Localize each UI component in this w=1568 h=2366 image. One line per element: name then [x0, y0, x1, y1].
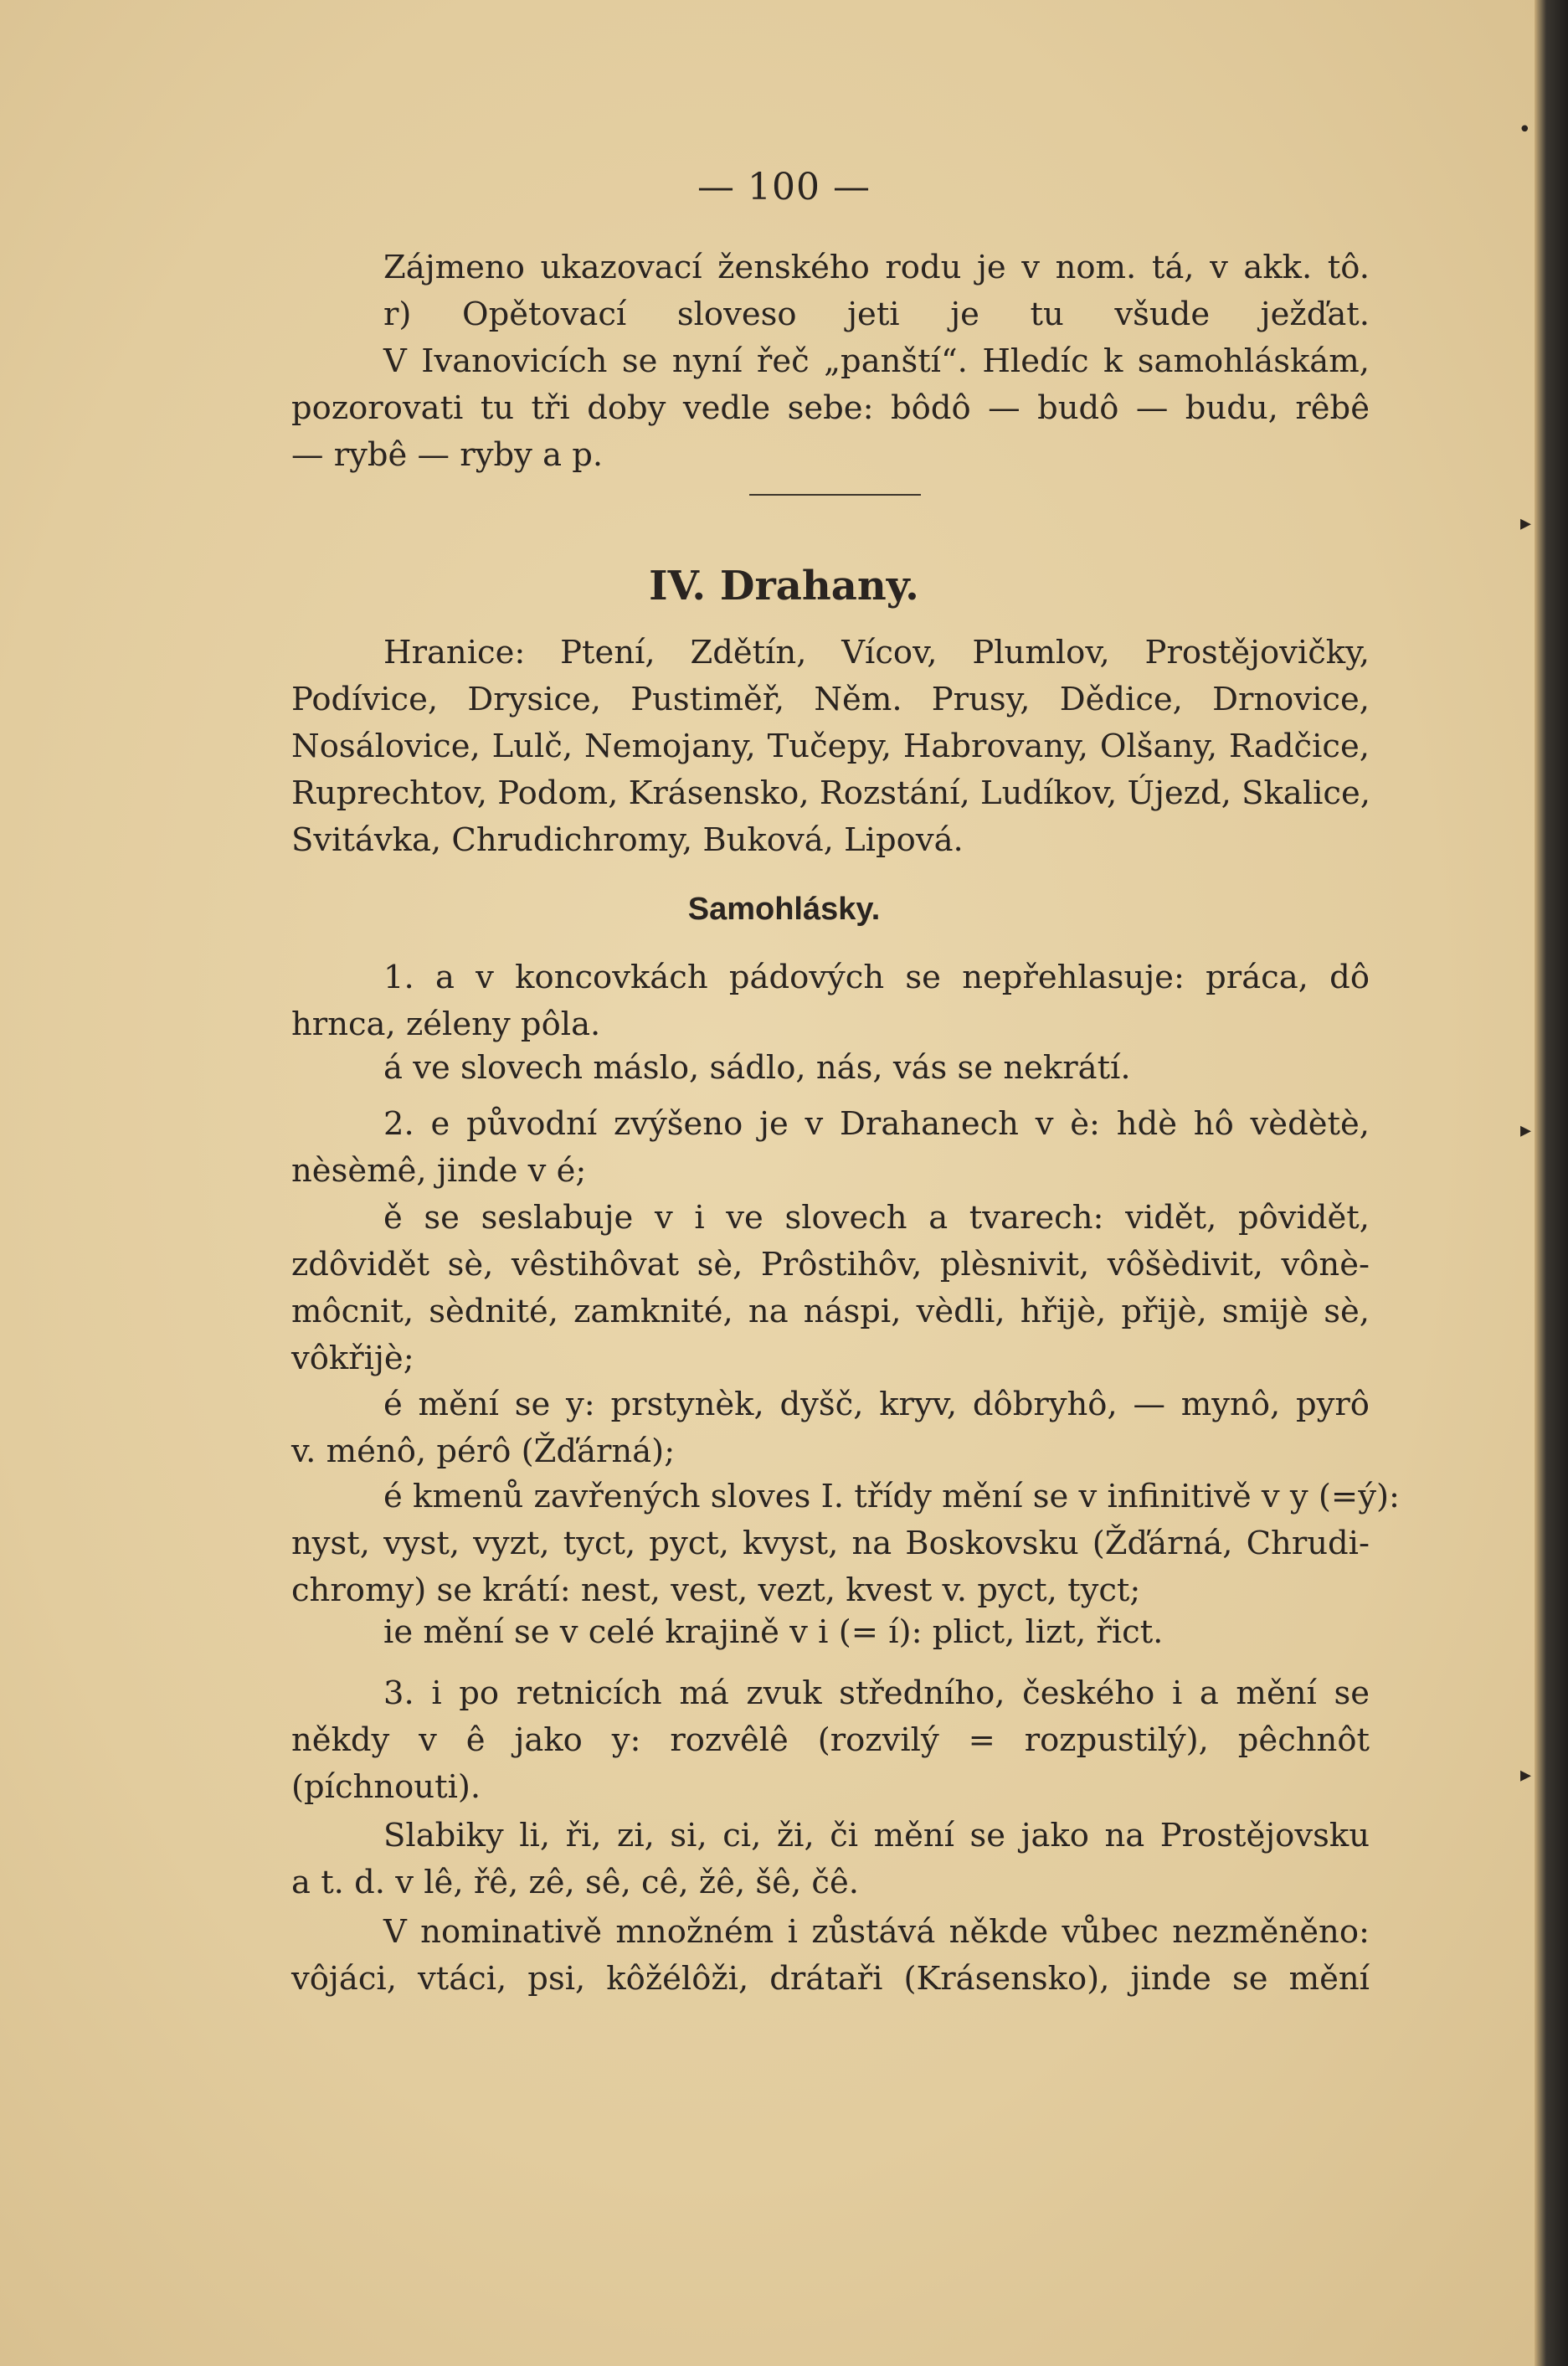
text-line: zdôvidět sè, vêstihôvat sè, Prôstihôv, plèsnivit, vôšèdivit, vônè-	[291, 1246, 1370, 1283]
subheading: Samohlásky.	[687, 892, 881, 927]
text-line: V nominativě množném i zůstává někde vůbec nezměněno:	[383, 1913, 1370, 1951]
text-line: vôjáci, vtáci, psi, kôžélôži, drátaři (Krásensko), jinde se mění	[291, 1960, 1370, 1998]
text-line: v. ménô, pérô (Žďárná);	[291, 1432, 676, 1470]
paragraph	[291, 1813, 1370, 1906]
text-line: — rybê — ryby a p.	[291, 436, 604, 474]
text-line: vôkřijè;	[291, 1340, 414, 1377]
text-line: Podívice, Drysice, Pustiměř, Něm. Prusy, Dědice, Drnovice,	[291, 681, 1370, 718]
section-heading: IV. Drahany.	[649, 563, 919, 610]
text-line: ě se seslabuje v i ve slovech a tvarech: vidět, pôvidět,	[383, 1199, 1370, 1237]
text-line: é mění se y: prstynèk, dyšč, kryv, dôbryhô, — mynô, pyrô	[383, 1386, 1370, 1423]
paragraph	[291, 954, 1370, 1048]
margin-arrow: ▸	[1519, 511, 1531, 536]
text-line: ie mění se v celé krajině v i (= í): plict, lizt, řict.	[383, 1613, 1164, 1651]
book-spine-edge	[1535, 0, 1568, 2366]
text-line: a t. d. v lê, řê, zê, sê, cê, žê, šê, čê.	[291, 1864, 860, 1901]
text-line: Svitávka, Chrudichromy, Buková, Lipová.	[291, 821, 964, 859]
text-line: hrnca, zéleny pôla.	[291, 1006, 601, 1043]
text-line: nèsèmê, jinde v é;	[291, 1152, 587, 1190]
paragraph	[291, 1909, 1370, 2003]
text-line: Ruprechtov, Podom, Krásensko, Rozstání, Ludíkov, Újezd, Skalice,	[291, 774, 1370, 812]
paragraph	[291, 1609, 1370, 1656]
text-line: 2. e původní zvýšeno je v Drahanech v è: hdè hô vèdètè,	[383, 1105, 1370, 1143]
text-line: á ve slovech máslo, sádlo, nás, vás se nekrátí.	[383, 1049, 1131, 1087]
text-line: chromy) se krátí: nest, vest, vezt, kvest v. pyct, tyct;	[291, 1571, 1141, 1609]
text-line: é kmenů zavřených sloves I. třídy mění se v infinitivě v y (=ý):	[383, 1478, 1400, 1515]
paragraph	[291, 1381, 1370, 1475]
margin-arrow: ▸	[1519, 1762, 1531, 1787]
paragraph	[291, 1045, 1370, 1092]
text-line: V Ivanovicích se nyní řeč „panští“. Hledíc k samohláskám,	[383, 342, 1370, 380]
text-line: môcnit, sèdnité, zamknité, na náspi, vèdli, hřijè, přijè, smijè sè,	[291, 1293, 1370, 1330]
paragraph	[291, 1101, 1370, 1195]
margin-mark: •	[1518, 117, 1531, 142]
paragraph	[291, 1195, 1370, 1382]
text-line: Hranice: Ptení, Zdětín, Vícov, Plumlov, Prostějovičky,	[383, 634, 1370, 671]
text-line: pozorovati tu tři doby vedle sebe: bôdô — budô — budu, rêbê	[291, 389, 1370, 427]
margin-arrow: ▸	[1519, 1118, 1531, 1143]
text-line: 1. a v koncovkách pádových se nepřehlasuje: práca, dô	[383, 959, 1370, 996]
text-line: Nosálovice, Lulč, Nemojany, Tučepy, Habrovany, Olšany, Radčice,	[291, 728, 1370, 765]
intro-block	[291, 244, 1370, 479]
section-divider	[749, 494, 921, 496]
text-line: (píchnouti).	[291, 1768, 481, 1806]
text-line: Slabiky li, ři, zi, si, ci, ži, či mění se jako na Prostějovsku	[383, 1817, 1370, 1854]
text-line: Zájmeno ukazovací ženského rodu je v nom. tá, v akk. tô.	[383, 249, 1370, 286]
boundaries-block	[291, 630, 1370, 864]
text-line: 3. i po retnicích má zvuk středního, českého i a mění se	[383, 1674, 1370, 1712]
paragraph	[291, 1670, 1370, 1811]
text-line: někdy v ê jako y: rozvêlê (rozvilý = rozpustilý), pêchnôt	[291, 1721, 1370, 1759]
paragraph	[291, 1474, 1400, 1614]
page-number: — 100 —	[697, 166, 871, 208]
text-line: r) Opětovací sloveso jeti je tu všude ježďat.	[383, 296, 1370, 333]
text-line: nyst, vyst, vyzt, tyct, pyct, kvyst, na Boskovsku (Žďárná, Chrudi-	[291, 1525, 1370, 1562]
